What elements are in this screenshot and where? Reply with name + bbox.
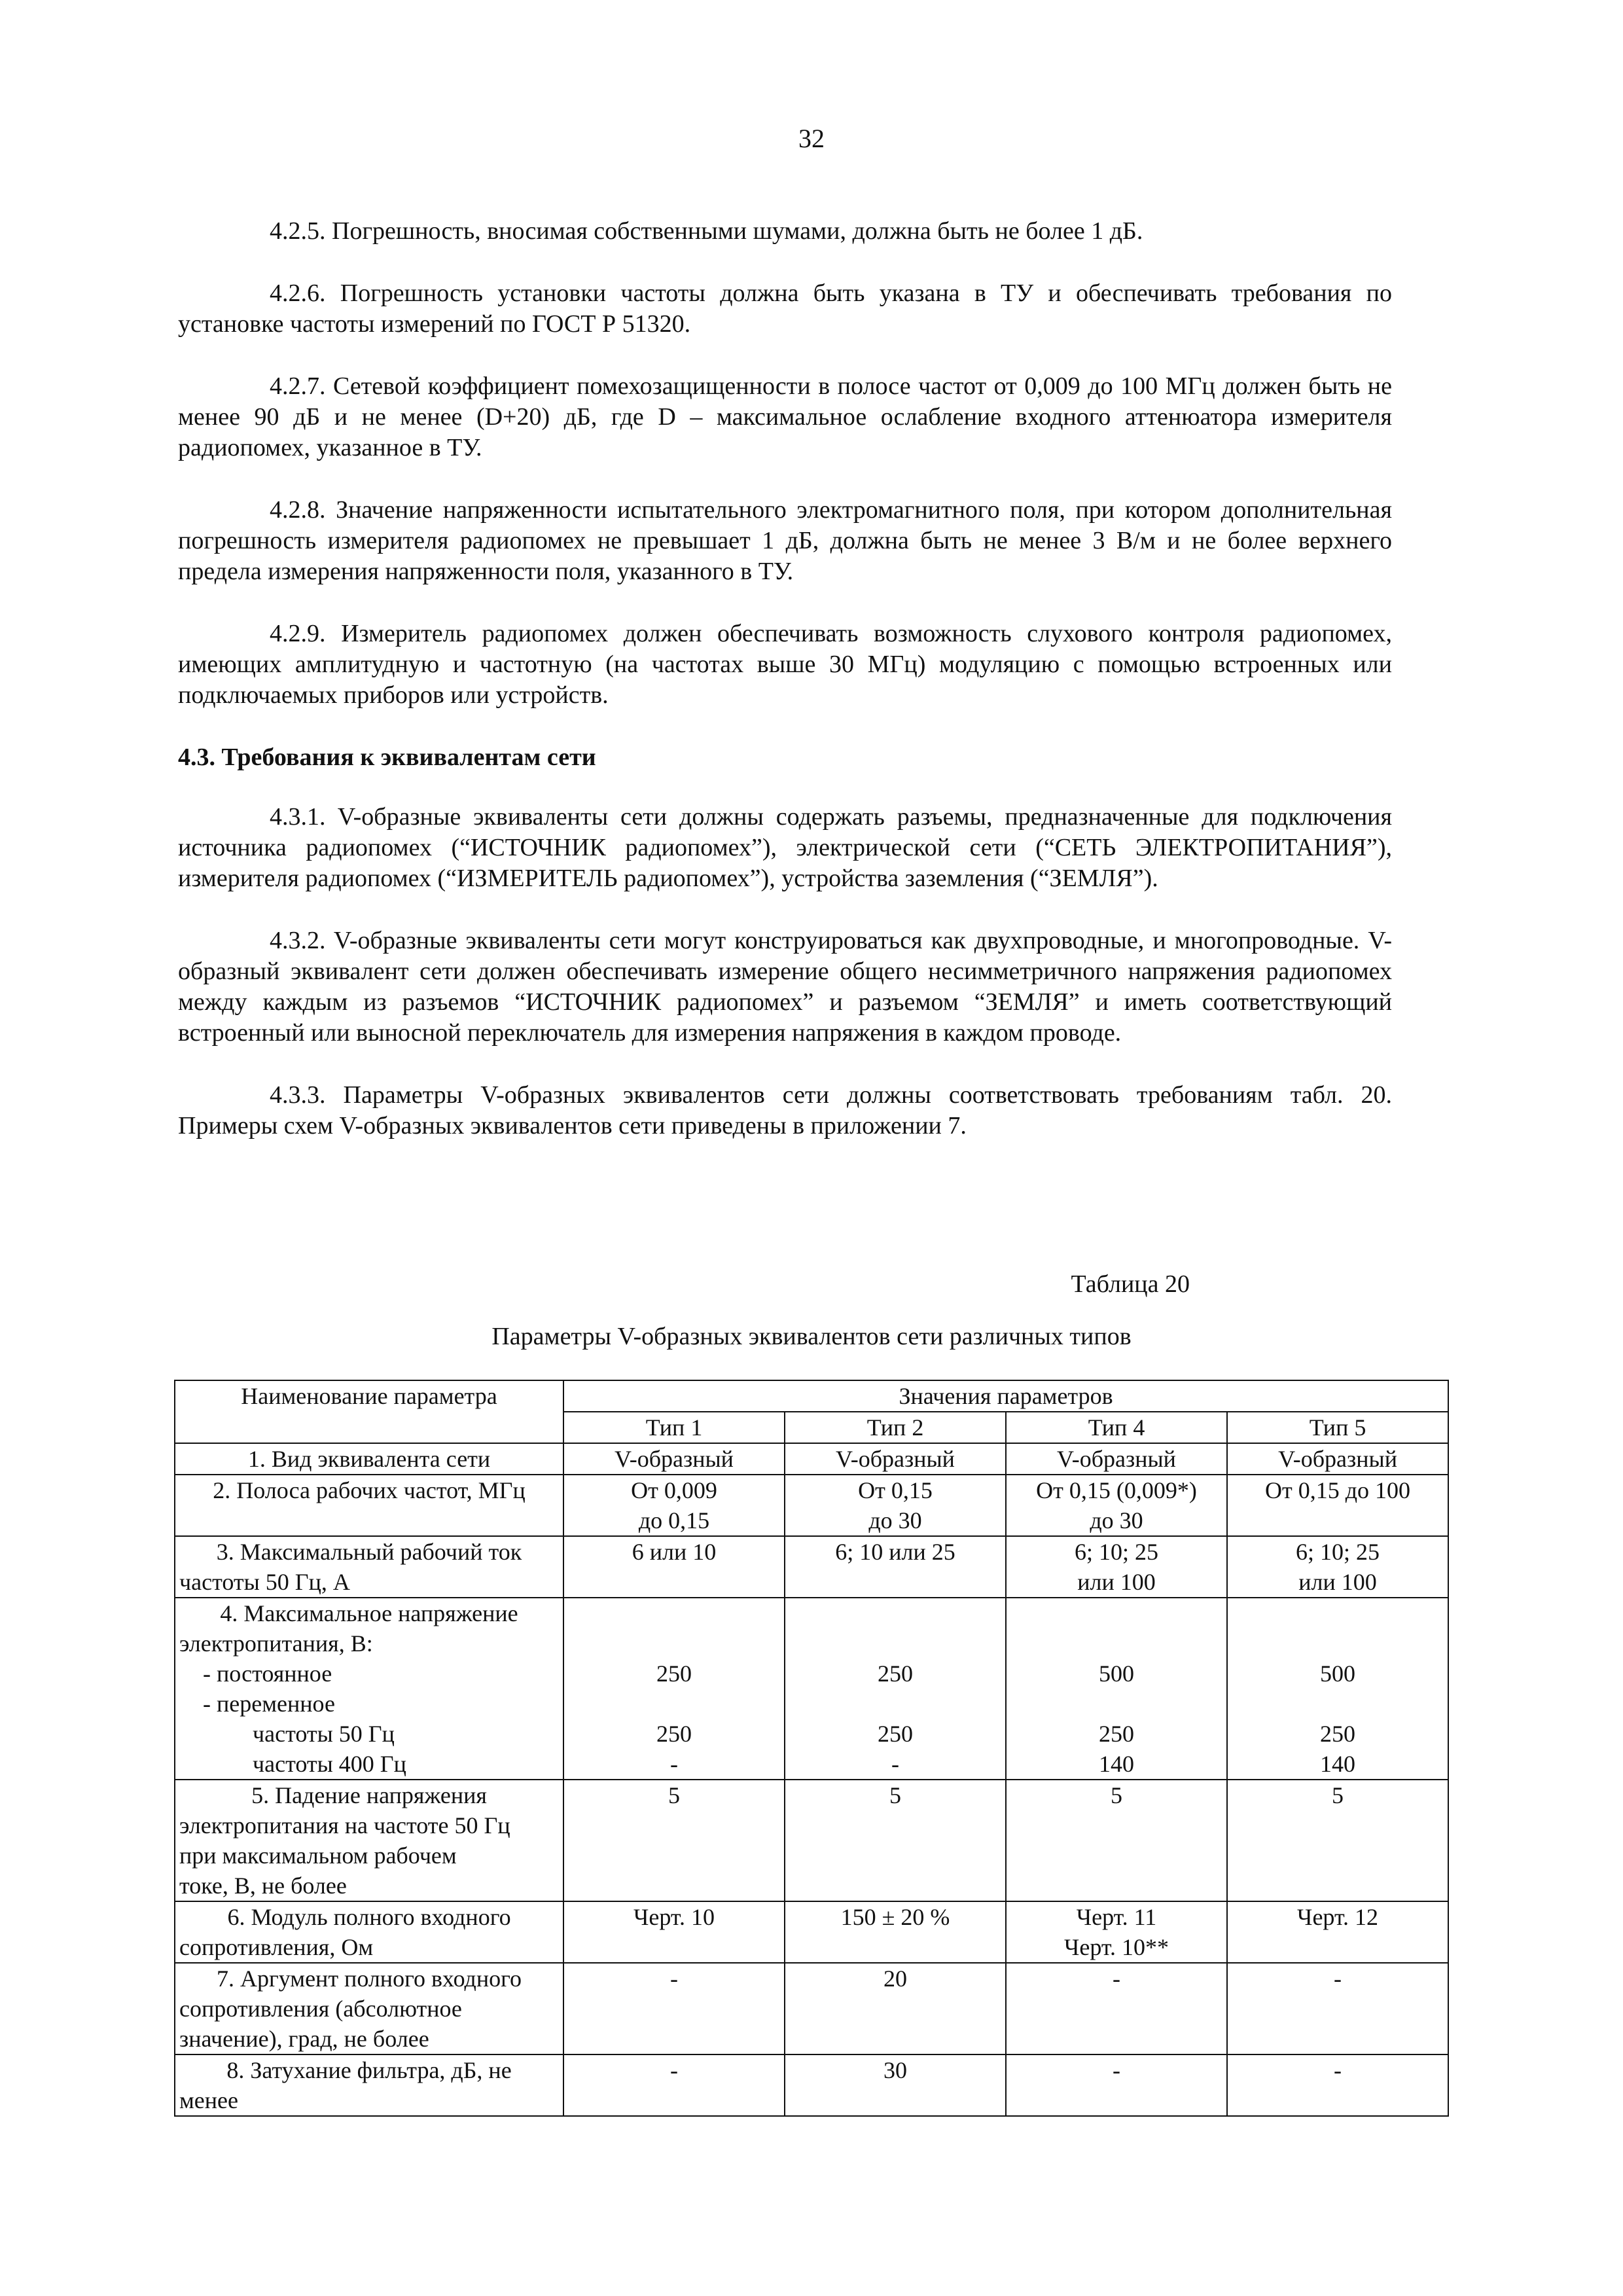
cell-line: Черт. 12 bbox=[1297, 1904, 1378, 1930]
table-cell bbox=[1006, 1901, 1227, 1963]
paragraph-4-2-6: 4.2.6. Погрешность установки частоты должна быть указана в ТУ и обеспечивать требования по установке частоты измерений по ГОСТ Р 51320. bbox=[178, 279, 1392, 338]
table-cell bbox=[1227, 1598, 1448, 1780]
cell-line: - bbox=[891, 1751, 899, 1777]
row-name-line: сопротивления (абсолютное bbox=[179, 1996, 462, 2022]
row-name-line: - постоянное bbox=[203, 1660, 332, 1687]
row-name-line: частоты 50 Гц bbox=[253, 1721, 395, 1747]
row-name-line: электропитания, В: bbox=[179, 1630, 373, 1657]
table-cell: V-образный bbox=[1006, 1443, 1227, 1475]
table-cell: V-образный bbox=[563, 1443, 785, 1475]
row-name bbox=[175, 1963, 563, 2054]
row-name-line: частоты 50 Гц, А bbox=[179, 1569, 350, 1595]
cell-line: 6 или 10 bbox=[632, 1539, 717, 1565]
row-name bbox=[175, 1780, 563, 1901]
cell-line: От 0,15 (0,009*) bbox=[1036, 1477, 1197, 1503]
paragraph-4-2-5: 4.2.5. Погрешность, вносимая собственными шумами, должна быть не более 1 дБ. bbox=[270, 217, 1143, 245]
cell-line: 500 bbox=[1320, 1660, 1356, 1687]
paragraph-4-3-3: 4.3.3. Параметры V-образных эквивалентов сети должны соответствовать требованиям табл. 20. Примеры схем V-образных эквивалентов сети приведены в приложении 7. bbox=[178, 1081, 1392, 1139]
row-name bbox=[175, 1536, 563, 1598]
cell-line: От 0,15 bbox=[858, 1477, 933, 1503]
table-cell: - bbox=[1227, 2054, 1448, 2116]
table-cell bbox=[1227, 1901, 1448, 1963]
table-row bbox=[175, 1780, 1448, 1901]
paragraph-4-2-8: 4.2.8. Значение напряженности испытательного электромагнитного поля, при котором дополнительная погрешность измерителя радиопомех не превышает 1 дБ, должна быть не менее 3 В/м и не более верхнего предела измерения напряженности поля, указанного в ТУ. bbox=[178, 496, 1392, 585]
table-cell bbox=[785, 1475, 1006, 1536]
table-number: Таблица 20 bbox=[1071, 1270, 1190, 1298]
row-name-line: 3. Максимальный рабочий ток bbox=[216, 1539, 522, 1565]
row-name bbox=[175, 1901, 563, 1963]
table-cell bbox=[1006, 1475, 1227, 1536]
row-name-line: менее bbox=[179, 2087, 238, 2113]
cell-line: 250 bbox=[878, 1660, 913, 1687]
table-row bbox=[175, 1963, 1448, 2054]
cell-line: Черт. 11 bbox=[1076, 1904, 1157, 1930]
cell-line: 140 bbox=[1099, 1751, 1134, 1777]
table-title: Параметры V-образных эквивалентов сети различных типов bbox=[491, 1323, 1132, 1350]
table-row bbox=[175, 1536, 1448, 1598]
row-name bbox=[175, 1598, 563, 1780]
table-row bbox=[175, 1598, 1448, 1780]
header-type-1: Тип 1 bbox=[563, 1412, 785, 1443]
cell-line: - bbox=[670, 1751, 678, 1777]
row-name-line: при максимальном рабочем bbox=[179, 1842, 457, 1869]
row-name-line: 8. Затухание фильтра, дБ, не bbox=[226, 2057, 512, 2083]
table-cell: - bbox=[563, 1963, 785, 2054]
body-text bbox=[178, 216, 1392, 1173]
row-name-line: 5. Падение напряжения bbox=[251, 1782, 487, 1808]
page-number: 32 bbox=[798, 124, 825, 153]
cell-line: 250 bbox=[656, 1660, 692, 1687]
header-type-4: Тип 4 bbox=[1006, 1412, 1227, 1443]
cell-line: 500 bbox=[1099, 1660, 1134, 1687]
paragraph-4-3-2: 4.3.2. V-образные эквиваленты сети могут конструироваться как двухпроводные, и многопроводные. V-образный эквивалент сети должен обеспечивать измерение общего несимметричного напряжения радиопомех между каждым из разъемов “ИСТОЧНИК радиопомех” и разъемом “ЗЕМЛЯ” и иметь соответствующий встроенный или выносной переключатель для измерения напряжения в каждом проводе. bbox=[178, 927, 1392, 1047]
table-cell: - bbox=[1006, 1963, 1227, 2054]
table-cell bbox=[563, 1901, 785, 1963]
cell-line: 6; 10; 25 bbox=[1074, 1539, 1158, 1565]
cell-line: до 0,15 bbox=[638, 1507, 710, 1534]
table-cell bbox=[785, 1901, 1006, 1963]
table-row bbox=[175, 2054, 1448, 2116]
parameters-table bbox=[174, 1380, 1449, 2117]
cell-line: или 100 bbox=[1298, 1569, 1377, 1595]
header-type-2: Тип 2 bbox=[785, 1412, 1006, 1443]
table-row bbox=[175, 1475, 1448, 1536]
table-cell: - bbox=[1006, 2054, 1227, 2116]
row-name-line: сопротивления, Ом bbox=[179, 1934, 374, 1960]
cell-line: От 0,15 до 100 bbox=[1265, 1477, 1411, 1503]
cell-line: 250 bbox=[1320, 1721, 1356, 1747]
row-name: 1. Вид эквивалента сети bbox=[175, 1443, 563, 1475]
table-cell: 5 bbox=[1227, 1780, 1448, 1901]
cell-line: 6; 10; 25 bbox=[1296, 1539, 1380, 1565]
table-row bbox=[175, 1901, 1448, 1963]
table-cell: 30 bbox=[785, 2054, 1006, 2116]
header-name-column: Наименование параметра bbox=[175, 1380, 563, 1443]
cell-line: 250 bbox=[1099, 1721, 1134, 1747]
table-cell bbox=[563, 1598, 785, 1780]
paragraph-4-2-9: 4.2.9. Измеритель радиопомех должен обеспечивать возможность слухового контроля радиопомех, имеющих амплитудную и частотную (на частотах выше 30 МГц) модуляцию с помощью встроенных или подключаемых приборов или устройств. bbox=[178, 620, 1392, 709]
cell-line: Черт. 10 bbox=[633, 1904, 715, 1930]
row-name bbox=[175, 2054, 563, 2116]
table-cell bbox=[1006, 1598, 1227, 1780]
row-name-line: токе, В, не более bbox=[179, 1873, 347, 1899]
table-header-row bbox=[175, 1380, 1448, 1412]
table-cell: 5 bbox=[785, 1780, 1006, 1901]
table-cell: V-образный bbox=[785, 1443, 1006, 1475]
row-name-line: электропитания на частоте 50 Гц bbox=[179, 1812, 510, 1839]
table-cell bbox=[563, 1536, 785, 1598]
table-cell: 5 bbox=[563, 1780, 785, 1901]
table-cell bbox=[785, 1598, 1006, 1780]
cell-line: до 30 bbox=[1090, 1507, 1143, 1534]
table-cell: - bbox=[1227, 1963, 1448, 2054]
header-type-5: Тип 5 bbox=[1227, 1412, 1448, 1443]
row-name: 2. Полоса рабочих частот, МГц bbox=[175, 1475, 563, 1536]
table-cell bbox=[785, 1536, 1006, 1598]
table-cell bbox=[1227, 1475, 1448, 1536]
row-name-line: 7. Аргумент полного входного bbox=[217, 1965, 522, 1992]
table-cell bbox=[563, 1475, 785, 1536]
table-cell: 20 bbox=[785, 1963, 1006, 2054]
row-name-line: 6. Модуль полного входного bbox=[227, 1904, 511, 1930]
cell-line: От 0,009 bbox=[631, 1477, 717, 1503]
paragraph-4-2-7: 4.2.7. Сетевой коэффициент помехозащищенности в полосе частот от 0,009 до 100 МГц должен быть не менее 90 дБ и не менее (D+20) дБ, где D – максимальное ослабление входного аттенюатора измерителя радиопомех, указанное в ТУ. bbox=[178, 372, 1392, 461]
cell-line: 150 ± 20 % bbox=[840, 1904, 950, 1930]
header-values-group: Значения параметров bbox=[563, 1380, 1448, 1412]
table-cell: V-образный bbox=[1227, 1443, 1448, 1475]
table-cell bbox=[1227, 1536, 1448, 1598]
row-name-line: значение), град, не более bbox=[179, 2026, 429, 2052]
cell-line: или 100 bbox=[1077, 1569, 1156, 1595]
cell-line: 140 bbox=[1320, 1751, 1356, 1777]
row-name-line: частоты 400 Гц bbox=[253, 1751, 406, 1777]
paragraph-4-3-1: 4.3.1. V-образные эквиваленты сети должны содержать разъемы, предназначенные для подключения источника радиопомех (“ИСТОЧНИК радиопомех”), электрической сети (“СЕТЬ ЭЛЕКТРОПИТАНИЯ”), измерителя радиопомех (“ИЗМЕРИТЕЛЬ радиопомех”), устройства заземления (“ЗЕМЛЯ”). bbox=[178, 803, 1392, 892]
cell-line: Черт. 10** bbox=[1064, 1934, 1169, 1960]
table-cell: 5 bbox=[1006, 1780, 1227, 1901]
table-cell bbox=[1006, 1536, 1227, 1598]
cell-line: 250 bbox=[656, 1721, 692, 1747]
table-row bbox=[175, 1443, 1448, 1475]
row-name-line: - переменное bbox=[203, 1691, 335, 1717]
section-heading-4-3: 4.3. Требования к эквивалентам сети bbox=[178, 744, 596, 771]
row-name-line: 4. Максимальное напряжение bbox=[220, 1600, 518, 1626]
cell-line: 250 bbox=[878, 1721, 913, 1747]
cell-line: 6; 10 или 25 bbox=[835, 1539, 955, 1565]
table-cell: - bbox=[563, 2054, 785, 2116]
cell-line: до 30 bbox=[868, 1507, 922, 1534]
